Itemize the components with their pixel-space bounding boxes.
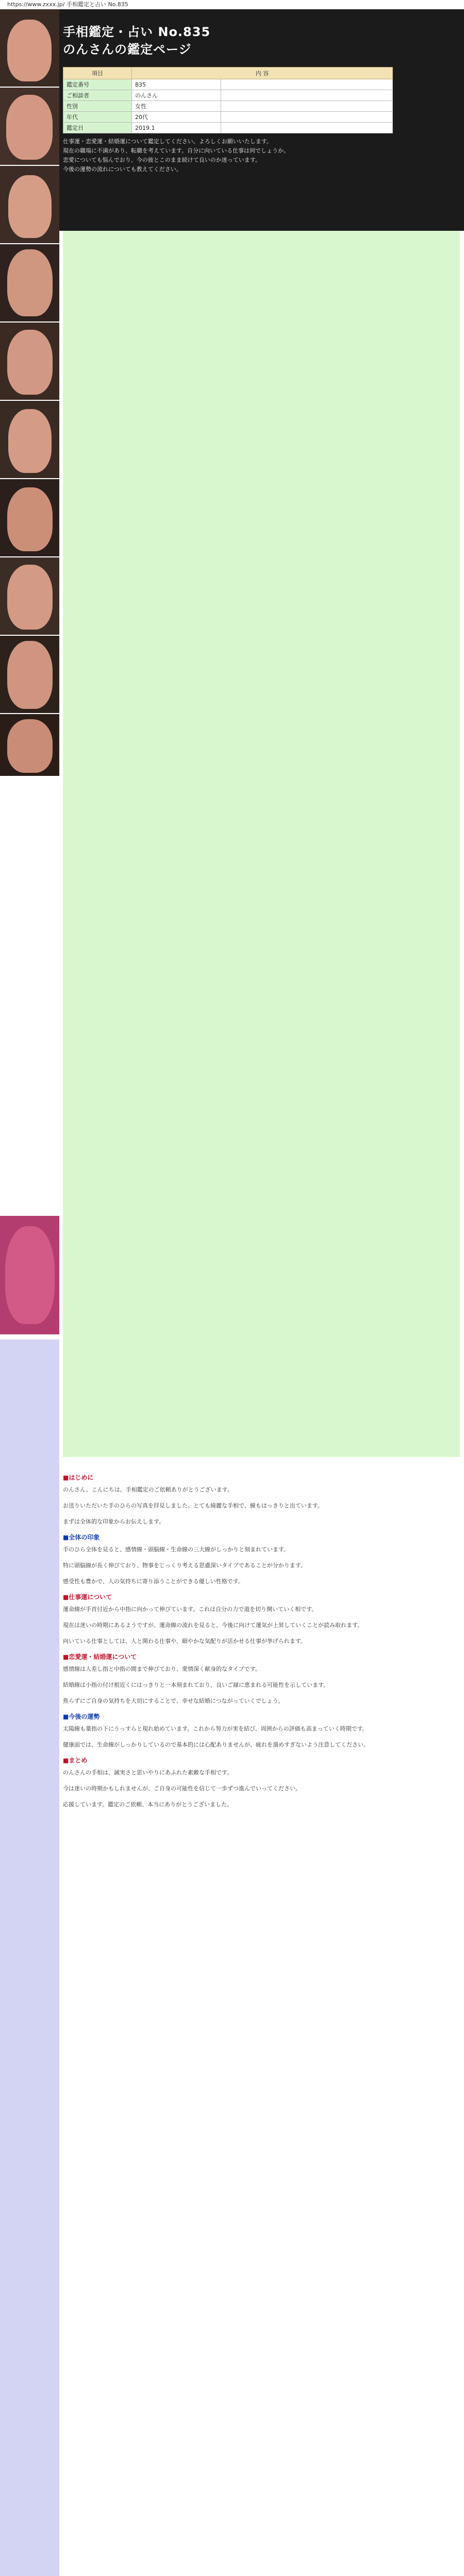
- description-line: 現在の職場に不満があり、転職を考えています。自分に向いている仕事は何でしょうか。: [63, 147, 290, 154]
- table-cell-key: 鑑定日: [63, 123, 132, 133]
- section-paragraph: お送りいただいた手のひらの写真を拝見しました。とても綺麗な手相で、線もはっきりと出ています。: [63, 1502, 323, 1509]
- palm-photo: [0, 9, 59, 88]
- section: [63, 1653, 460, 1705]
- palm-photo-highlight: [0, 1216, 59, 1335]
- table-cell-key: ご相談者: [63, 90, 132, 101]
- table-cell-key: 年代: [63, 112, 132, 123]
- url-bar: https://www.zxxx.jp/ 手相鑑定と占い No.835: [0, 0, 464, 9]
- description-line: 今後の運勢の流れについても教えてください。: [63, 166, 182, 173]
- section-paragraph: 今は迷いの時期かもしれませんが、ご自身の可能性を信じて一歩ずつ進んでいってください。: [63, 1785, 301, 1792]
- section-paragraph: 特に頭脳線が長く伸びており、物事をじっくり考える思慮深いタイプであることが分かります。: [63, 1562, 306, 1569]
- table-cell-key: 鑑定番号: [63, 79, 132, 90]
- palm-photo: [0, 88, 59, 166]
- section-paragraph: 焦らずにご自身の気持ちを大切にすることで、幸せな結婚につながっていくでしょう。: [63, 1698, 284, 1704]
- palm-photo: [0, 323, 59, 401]
- palm-photo: [0, 244, 59, 323]
- table-cell-value: 835: [132, 79, 221, 90]
- content-panel: [63, 231, 460, 1457]
- table-cell-value: 20代: [132, 112, 221, 123]
- section-paragraph: 結婚線は小指の付け根近くにはっきりと一本刻まれており、良いご縁に恵まれる可能性を示しています。: [63, 1682, 329, 1688]
- table-header: 項目: [63, 67, 132, 79]
- table-cell-value: 2019.1: [132, 123, 221, 133]
- section-paragraph: 太陽線も薬指の下にうっすらと現れ始めています。これから努力が実を結び、周囲からの評価も高まっていく時期です。: [63, 1725, 368, 1732]
- section-title: ■恋愛運・結婚運について: [63, 1653, 137, 1660]
- palm-photo: [0, 166, 59, 244]
- section: [63, 1533, 460, 1586]
- section-title: ■今後の運勢: [63, 1713, 100, 1720]
- section: [63, 1756, 460, 1809]
- section-title: ■まとめ: [63, 1757, 88, 1764]
- section: [63, 1713, 460, 1749]
- section-title: ■全体の印象: [63, 1534, 100, 1541]
- page-subtitle: のんさんの鑑定ページ: [63, 42, 192, 57]
- side-column: [0, 1340, 59, 2576]
- table-row: [63, 90, 393, 101]
- section-paragraph: 感受性も豊かで、人の気持ちに寄り添うことができる優しい性格です。: [63, 1578, 244, 1585]
- table-row: [63, 79, 393, 90]
- section-paragraph: 現在は迷いの時期にあるようですが、運命線の流れを見ると、今後に向けて運気が上昇していくことが読み取れます。: [63, 1622, 363, 1629]
- table-cell-value: のんさん: [132, 90, 221, 101]
- section-paragraph: 運命線が手首付近から中指に向かって伸びています。これは自分の力で道を切り開いていく相です。: [63, 1606, 318, 1613]
- section-paragraph: 応援しています。鑑定のご依頼、本当にありがとうございました。: [63, 1801, 233, 1808]
- section-paragraph: まずは全体的な印象からお伝えします。: [63, 1518, 165, 1525]
- section-paragraph: 手のひら全体を見ると、感情線・頭脳線・生命線の三大線がしっかりと刻まれています。: [63, 1546, 290, 1553]
- table-row: [63, 101, 393, 112]
- section-title: ■はじめに: [63, 1474, 94, 1481]
- palm-photo: [0, 479, 59, 557]
- table-row: [63, 112, 393, 123]
- section-paragraph: のんさん、こんにちは。手相鑑定のご依頼ありがとうございます。: [63, 1486, 233, 1493]
- table-row: [63, 123, 393, 133]
- header: [0, 9, 464, 231]
- section-paragraph: 健康面では、生命線がしっかりしているので基本的には心配ありませんが、疲れを溜めすぎないよう注意してください。: [63, 1741, 369, 1748]
- header-description: [63, 137, 393, 174]
- page-title: 手相鑑定・占い No.835: [63, 25, 211, 39]
- section-title: ■仕事運について: [63, 1594, 112, 1601]
- palm-photo: [0, 401, 59, 479]
- table-cell-key: 性別: [63, 101, 132, 112]
- table-cell-value: 女性: [132, 101, 221, 112]
- section-paragraph: 向いている仕事としては、人と関わる仕事や、細やかな気配りが活かせる仕事が挙げられます。: [63, 1638, 306, 1645]
- table-cell-extra: [221, 123, 393, 133]
- table-cell-extra: [221, 112, 393, 123]
- section: [63, 1473, 460, 1526]
- description-line: 恋愛についても悩んでおり、今の彼とこのまま続けて良いのか迷っています。: [63, 157, 261, 163]
- palm-photo: [0, 636, 59, 714]
- table-cell-extra: [221, 90, 393, 101]
- main-content: [63, 1468, 460, 1816]
- table-cell-extra: [221, 79, 393, 90]
- section: [63, 1593, 460, 1646]
- section-paragraph: 感情線は人差し指と中指の間まで伸びており、愛情深く献身的なタイプです。: [63, 1666, 261, 1672]
- table-cell-extra: [221, 101, 393, 112]
- palm-photo: [0, 714, 59, 777]
- info-table: [63, 67, 393, 133]
- palm-photo: [0, 557, 59, 636]
- table-header: 内 容: [132, 67, 393, 79]
- section-paragraph: のんさんの手相は、誠実さと思いやりにあふれた素敵な手相です。: [63, 1769, 233, 1776]
- description-line: 仕事運・恋愛運・結婚運について鑑定してください。よろしくお願いいたします。: [63, 138, 272, 145]
